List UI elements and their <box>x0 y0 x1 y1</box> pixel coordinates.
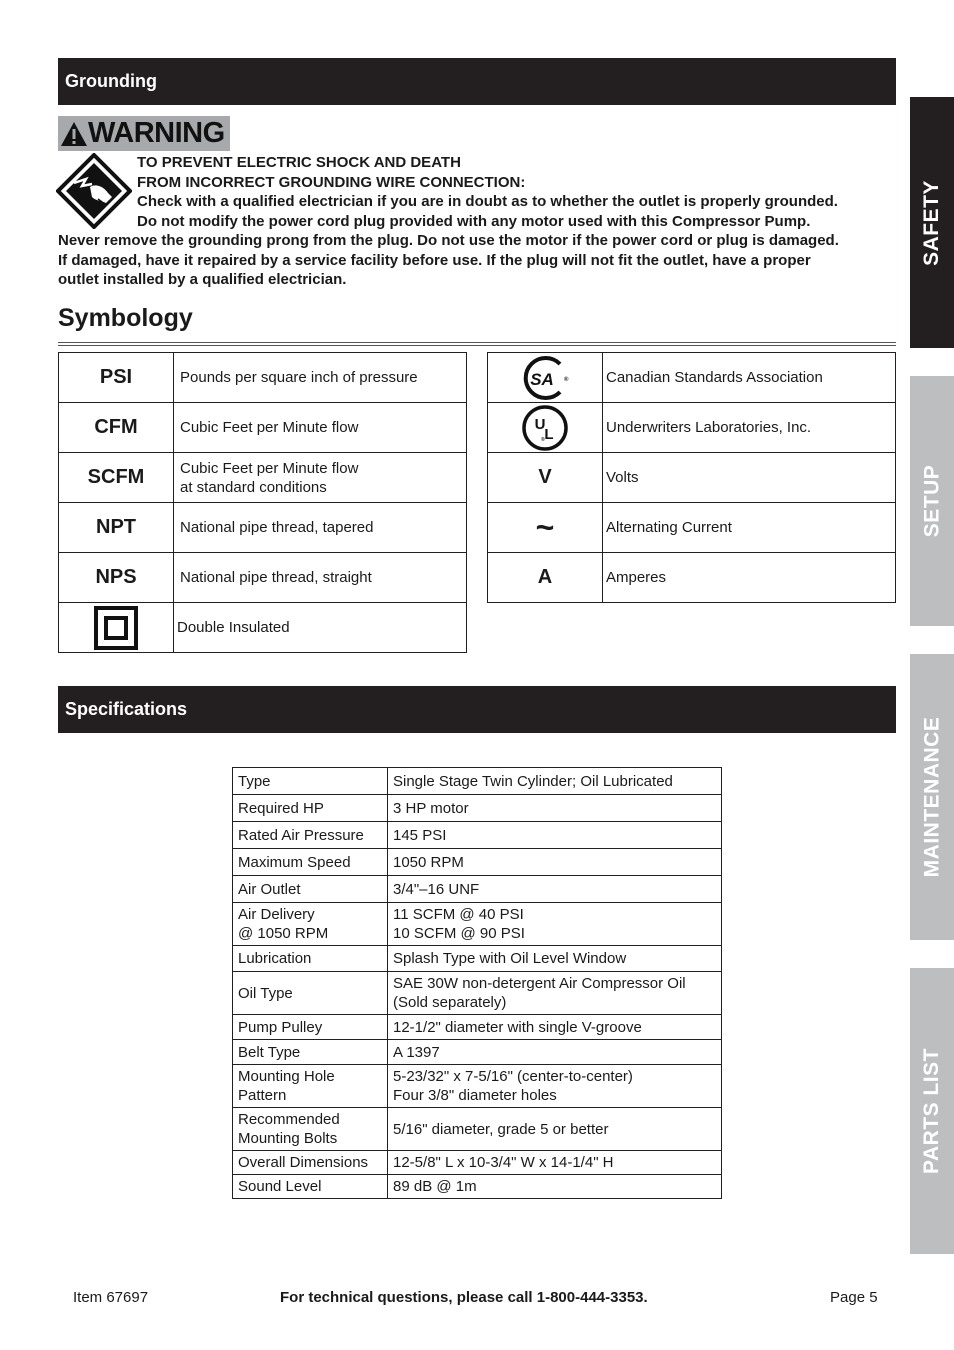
tab-maintenance[interactable] <box>910 654 954 940</box>
meaning-cell: Double Insulated <box>174 603 467 653</box>
warning-label <box>58 116 230 151</box>
table-row <box>59 403 467 453</box>
spec-label: Sound Level <box>233 1175 388 1199</box>
table-row <box>233 768 722 795</box>
tab-setup[interactable] <box>910 376 954 626</box>
footer-tech-support: For technical questions, please call 1-800-444-3353. <box>280 1289 648 1306</box>
table-row <box>233 1065 722 1108</box>
warning-line: FROM INCORRECT GROUNDING WIRE CONNECTION: <box>137 173 526 191</box>
symbol-cell <box>488 403 603 453</box>
spec-value: Splash Type with Oil Level Window <box>388 946 722 972</box>
table-row <box>233 1040 722 1065</box>
meaning-cell: Alternating Current <box>603 503 896 553</box>
symbol-cell: V <box>488 453 603 503</box>
csa-logo-icon <box>520 354 570 402</box>
spec-label <box>233 903 388 946</box>
table-row <box>233 1015 722 1040</box>
double-insulated-icon <box>94 606 138 650</box>
spec-value-line: 11 SCFM @ 40 PSI <box>393 906 524 923</box>
spec-label: Air Outlet <box>233 876 388 903</box>
spec-label-line: Pattern <box>238 1087 287 1104</box>
spec-value <box>388 903 722 946</box>
svg-text:U: U <box>534 415 546 433</box>
spec-value: 1050 RPM <box>388 849 722 876</box>
table-row <box>59 503 467 553</box>
spec-value: 5/16" diameter, grade 5 or better <box>388 1108 722 1151</box>
meaning-cell: National pipe thread, tapered <box>174 503 467 553</box>
spec-label: Required HP <box>233 795 388 822</box>
symbol-cell: A <box>488 553 603 603</box>
table-row <box>233 903 722 946</box>
symbol-cell: SCFM <box>59 453 174 503</box>
spec-value-line: 5-23/32" x 7-5/16" (center-to-center) <box>393 1068 633 1085</box>
tab-safety[interactable] <box>910 97 954 348</box>
spec-label: Type <box>233 768 388 795</box>
svg-text:®: ® <box>541 436 545 443</box>
spec-value-line: (Sold separately) <box>393 994 507 1011</box>
table-row <box>59 353 467 403</box>
table-row <box>233 972 722 1015</box>
table-row <box>233 946 722 972</box>
meaning-cell: Canadian Standards Association <box>603 353 896 403</box>
warning-line: Do not modify the power cord plug provided with any motor used with this Compressor Pump. <box>137 212 811 230</box>
svg-text:L: L <box>544 425 554 443</box>
warning-line: If damaged, have it repaired by a service facility before use. If the plug will not fit the outlet, have a proper <box>58 251 811 269</box>
meaning-cell: Underwriters Laboratories, Inc. <box>603 403 896 453</box>
spec-label: Oil Type <box>233 972 388 1015</box>
section-header-grounding: Grounding <box>58 58 896 105</box>
spec-label: Overall Dimensions <box>233 1151 388 1175</box>
spec-label: Rated Air Pressure <box>233 822 388 849</box>
spec-value: 12-1/2" diameter with single V-groove <box>388 1015 722 1040</box>
specifications-table <box>232 767 722 1199</box>
tab-label: SETUP <box>920 464 944 538</box>
meaning-line: at standard conditions <box>180 478 327 496</box>
spec-value: 89 dB @ 1m <box>388 1175 722 1199</box>
symbology-title: Symbology <box>58 304 193 332</box>
symbol-cell <box>488 353 603 403</box>
spec-label-line: @ 1050 RPM <box>238 925 329 942</box>
meaning-cell: Volts <box>603 453 896 503</box>
tab-parts-list[interactable] <box>910 968 954 1254</box>
spec-value: A 1397 <box>388 1040 722 1065</box>
symbol-cell <box>59 603 174 653</box>
symbol-cell: NPS <box>59 553 174 603</box>
spec-value: 3 HP motor <box>388 795 722 822</box>
tab-label: MAINTENANCE <box>920 716 944 878</box>
spec-value <box>388 972 722 1015</box>
spec-label: Belt Type <box>233 1040 388 1065</box>
spec-value: Single Stage Twin Cylinder; Oil Lubricated <box>388 768 722 795</box>
spec-value-line: 10 SCFM @ 90 PSI <box>393 925 525 942</box>
footer-page-number: Page 5 <box>830 1289 878 1306</box>
meaning-cell: Pounds per square inch of pressure <box>174 353 467 403</box>
spec-label: Lubrication <box>233 946 388 972</box>
meaning-cell: National pipe thread, straight <box>174 553 467 603</box>
spec-value-line: SAE 30W non-detergent Air Compressor Oil <box>393 975 686 992</box>
table-row <box>233 876 722 903</box>
spec-label <box>233 1065 388 1108</box>
footer-item-number: Item 67697 <box>73 1289 149 1306</box>
table-row <box>488 453 896 503</box>
symbology-table-left <box>58 352 467 653</box>
warning-line: Check with a qualified electrician if you are in doubt as to whether the outlet is properly grounded. <box>137 193 838 210</box>
table-row <box>488 403 896 453</box>
tab-label: PARTS LIST <box>920 1048 944 1174</box>
table-row <box>233 1175 722 1199</box>
tab-label: SAFETY <box>920 179 943 266</box>
meaning-line: Cubic Feet per Minute flow <box>180 459 359 477</box>
meaning-cell: Cubic Feet per Minute flow <box>174 403 467 453</box>
spec-label <box>233 1108 388 1151</box>
ul-logo-icon <box>521 404 569 452</box>
warning-triangle-icon <box>60 121 88 147</box>
table-row <box>233 1108 722 1151</box>
spec-label: Maximum Speed <box>233 849 388 876</box>
spec-label-line: Mounting Bolts <box>238 1130 338 1147</box>
warning-line: TO PREVENT ELECTRIC SHOCK AND DEATH <box>137 154 461 171</box>
warning-line: outlet installed by a qualified electrician. <box>58 271 347 288</box>
table-row <box>488 503 896 553</box>
symbol-cell: ~ <box>488 503 603 553</box>
meaning-cell <box>174 453 467 503</box>
symbol-cell: CFM <box>59 403 174 453</box>
spec-label-line: Air Delivery <box>238 906 315 923</box>
warning-line: Never remove the grounding prong from the plug. Do not use the motor if the power cord or plug is damaged. <box>58 232 839 249</box>
spec-value-line: Four 3/8" diameter holes <box>393 1087 557 1104</box>
table-row <box>59 453 467 503</box>
svg-text:®: ® <box>564 376 569 383</box>
svg-text:SA: SA <box>530 369 554 389</box>
symbol-cell: NPT <box>59 503 174 553</box>
grounding-warning-text <box>58 153 903 290</box>
table-row <box>233 849 722 876</box>
table-row <box>233 822 722 849</box>
warning-label-text: WARNING <box>88 117 225 149</box>
table-row <box>59 603 467 653</box>
spec-label: Pump Pulley <box>233 1015 388 1040</box>
spec-value: 145 PSI <box>388 822 722 849</box>
spec-value <box>388 1065 722 1108</box>
spec-value: 3/4"–16 UNF <box>388 876 722 903</box>
table-row <box>488 353 896 403</box>
table-row <box>233 1151 722 1175</box>
table-row <box>233 795 722 822</box>
divider <box>58 342 896 346</box>
table-row <box>488 553 896 603</box>
spec-label-line: Mounting Hole <box>238 1068 335 1085</box>
meaning-cell: Amperes <box>603 553 896 603</box>
symbology-table-right <box>487 352 896 603</box>
table-row <box>59 553 467 603</box>
section-header-specifications: Specifications <box>58 686 896 733</box>
spec-label-line: Recommended <box>238 1111 340 1128</box>
symbol-cell: PSI <box>59 353 174 403</box>
spec-value: 12-5/8" L x 10-3/4" W x 14-1/4" H <box>388 1151 722 1175</box>
